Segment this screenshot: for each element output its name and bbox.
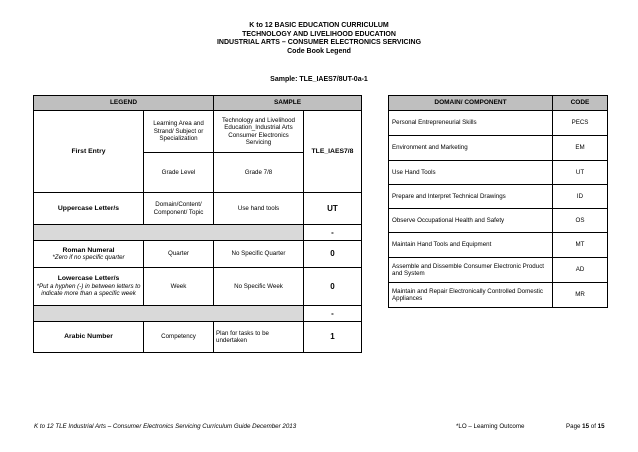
domain-row-name: Use Hand Tools xyxy=(389,161,553,185)
code-header: CODE xyxy=(553,96,608,111)
header-line-4: Code Book Legend xyxy=(287,47,351,55)
competency-code: 1 xyxy=(304,322,362,353)
domain-row-code: MT xyxy=(553,233,608,258)
legend-table xyxy=(33,95,362,353)
domain-row-name: Maintain and Repair Electronically Controlled Domestic Appliances xyxy=(389,283,553,308)
lowercase-letter-label: Lowercase Letter/s xyxy=(57,275,120,283)
sample-header: SAMPLE xyxy=(214,96,362,111)
quarter-code: 0 xyxy=(304,241,362,268)
header-line-3: INDUSTRIAL ARTS – CONSUMER ELECTRONICS SERVICING xyxy=(216,39,422,46)
document-header xyxy=(0,22,638,56)
page-of: of xyxy=(589,423,598,430)
week-value: No Specific Week xyxy=(214,268,304,306)
domain-row-code: MR xyxy=(553,283,608,308)
domain-label: Domain/Content/ Component/ Topic xyxy=(144,193,214,225)
domain-row-code: ID xyxy=(553,185,608,209)
first-entry-code: TLE_IAES7/8 xyxy=(304,111,362,193)
page-total: 15 xyxy=(597,423,605,430)
competency-value: Plan for tasks to be undertaken xyxy=(214,322,304,353)
quarter-label: Quarter xyxy=(144,241,214,268)
domain-row-name: Personal Entrepreneurial Skills xyxy=(389,111,553,136)
arabic-number-label: Arabic Number xyxy=(34,322,144,353)
footer-guide-title: K to 12 TLE Industrial Arts – Consumer Electronics Servicing Curriculum Guide December 2013 xyxy=(34,423,297,430)
domain-row-name: Observe Occupational Health and Safety xyxy=(389,209,553,233)
domain-row-name: Assemble and Dissemble Consumer Electronic Product and System xyxy=(389,258,553,283)
first-entry-label: First Entry xyxy=(34,111,144,193)
competency-label: Competency xyxy=(144,322,214,353)
uppercase-code: UT xyxy=(304,193,362,225)
domain-row-code: EM xyxy=(553,136,608,161)
roman-numeral-note: *Zero if no specific quarter xyxy=(52,254,125,261)
domain-row-name: Environment and Marketing xyxy=(389,136,553,161)
week-label: Week xyxy=(144,268,214,306)
lowercase-letter-cell xyxy=(34,268,144,306)
separator-row-2 xyxy=(34,306,304,322)
domain-row-name: Prepare and Interpret Technical Drawings xyxy=(389,185,553,209)
page-prefix: Page xyxy=(566,423,583,430)
footer-page-number xyxy=(566,423,605,430)
domain-row-name: Maintain Hand Tools and Equipment xyxy=(389,233,553,258)
sample-code-label: Sample: TLE_IAES7/8UT-0a-1 xyxy=(270,76,368,83)
learning-area-label: Learning Area and Strand/ Subject or Specialization xyxy=(144,111,214,153)
grade-level-label: Grade Level xyxy=(144,153,214,193)
legend-header: LEGEND xyxy=(34,96,214,111)
domain-row-code: AD xyxy=(553,258,608,283)
domain-row-code: UT xyxy=(553,161,608,185)
roman-numeral-cell xyxy=(34,241,144,268)
week-code: 0 xyxy=(304,268,362,306)
quarter-value: No Specific Quarter xyxy=(214,241,304,268)
domain-table xyxy=(388,95,608,308)
page-current: 15 xyxy=(582,423,590,430)
domain-row-code: OS xyxy=(553,209,608,233)
footer-learning-outcome-note: *LO – Learning Outcome xyxy=(456,423,525,430)
roman-numeral-label: Roman Numeral xyxy=(62,246,115,254)
learning-area-value: Technology and Livelihood Education_Industrial Arts Consumer Electronics Servicing xyxy=(214,111,304,153)
uppercase-letter-label: Uppercase Letter/s xyxy=(34,193,144,225)
hyphen-code-2: - xyxy=(304,306,362,322)
header-line-1: K to 12 BASIC EDUCATION CURRICULUM xyxy=(249,22,389,29)
domain-row-code: PECS xyxy=(553,111,608,136)
header-line-2: TECHNOLOGY AND LIVELIHOOD EDUCATION xyxy=(242,30,396,38)
grade-level-value: Grade 7/8 xyxy=(214,153,304,193)
lowercase-letter-note: *Put a hyphen (-) in between letters to indicate more than a specific week xyxy=(36,282,141,298)
hyphen-code-1: - xyxy=(304,225,362,241)
domain-header: DOMAIN/ COMPONENT xyxy=(389,96,553,111)
separator-row-1 xyxy=(34,225,304,241)
domain-value: Use hand tools xyxy=(214,193,304,225)
